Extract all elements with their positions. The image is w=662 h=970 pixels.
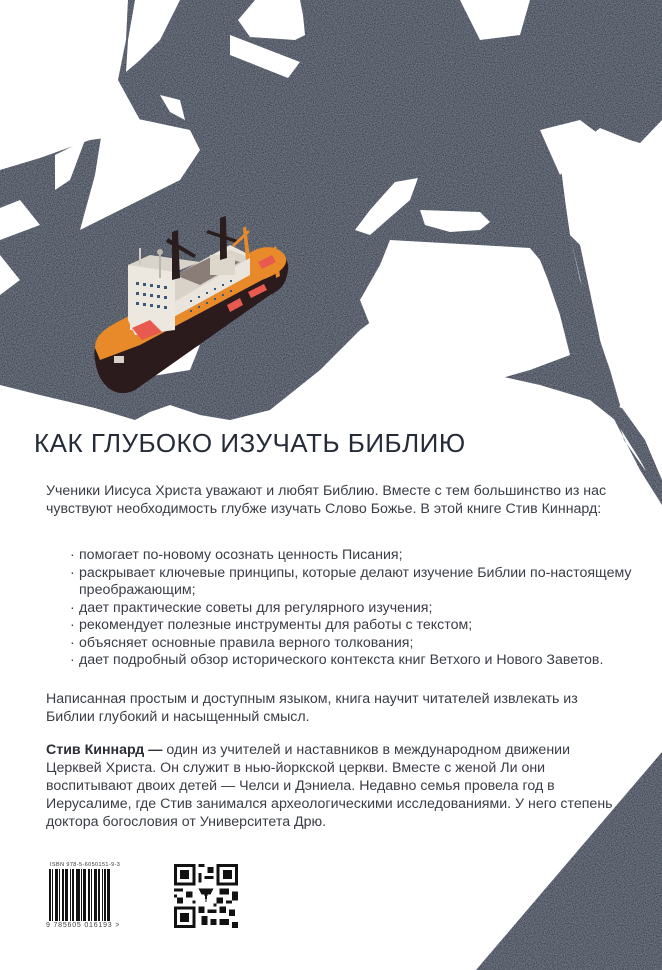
feature-list (70, 547, 662, 670)
author-dash: — (144, 742, 167, 758)
author-bio (46, 741, 626, 831)
bullet-marker: · (70, 599, 75, 616)
isbn-label: ISBN 978-5-6050151-9-3 (50, 862, 121, 868)
list-item: · дает подробный обзор исторического контекста книг Ветхого и Нового Заветов. (70, 652, 604, 668)
list-item: · дает практические советы для регулярного изучения; (70, 599, 433, 616)
author-bio-text: один из учителей и наставников в международном движении Церквей Христа. Он служит в нью-йоркской церкви. Вместе с женой Ли они воспитывают двоих детей — Челси и Дэниела. Недавно семья провела год в Иерусалиме, где Стив занимался археологическими исследованиями. У него степень доктора богословия от Университета Дрю. (46, 742, 613, 830)
qr-code (174, 864, 238, 928)
bullet-marker: · (70, 617, 75, 633)
bullet-marker: · (70, 634, 75, 651)
summary-paragraph: Написанная простым и доступным языком, книга научит читателей извлекать из Библии глубокий и насыщенный смысл. (46, 691, 578, 725)
bullet-marker: · (70, 564, 75, 581)
list-item: · помогает по-новому осознать ценность Писания; (70, 547, 403, 563)
book-title: КАК ГЛУБОКО ИЗУЧАТЬ БИБЛИЮ (34, 428, 466, 458)
bullet-marker: · (70, 547, 75, 563)
barcode-bars (49, 869, 116, 921)
author-name: Стив Киннард (46, 742, 145, 758)
list-item: · объясняет основные правила верного толкования; (70, 634, 414, 651)
list-item: · рекомендует полезные инструменты для работы с текстом; (70, 617, 473, 633)
list-item: · раскрывает ключевые принципы, которые делают изучение Библии по-настоящему преображающим; (70, 564, 632, 598)
isbn-barcode (46, 862, 121, 932)
bullet-marker: · (70, 652, 75, 668)
isbn-digits: 9 785605 016193 > (46, 922, 121, 929)
intro-paragraph: Ученики Иисуса Христа уважают и любят Библию. Вместе с тем большинство из нас чувствуют необходимость глубже изучать Слово Божье. В этой книге Стив Киннард: (46, 483, 607, 517)
